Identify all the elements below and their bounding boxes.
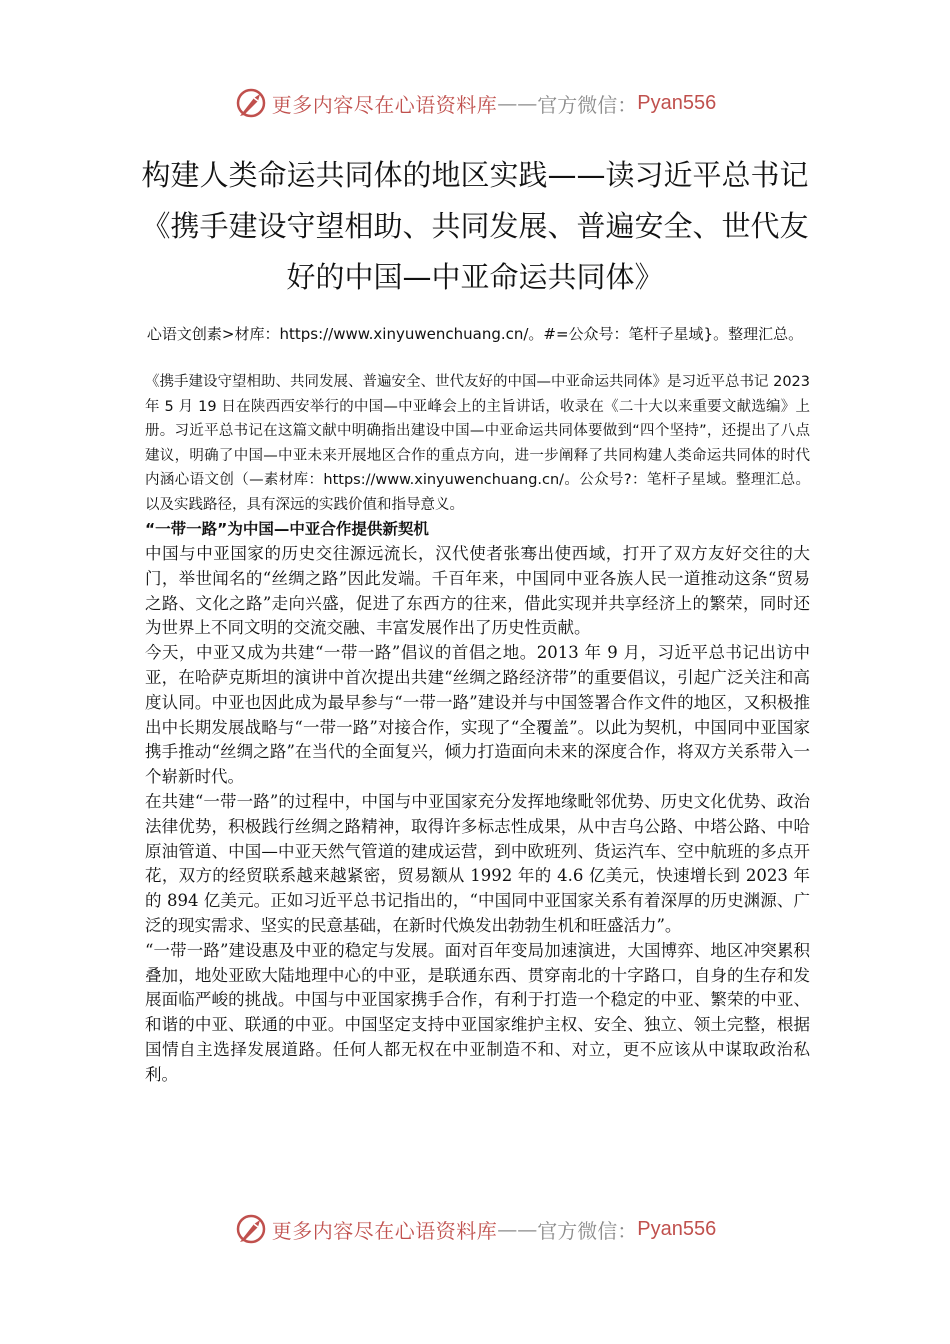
header-banner: [0, 83, 950, 123]
banner-wechat-id: Pyan556: [637, 1217, 717, 1240]
banner-text: 更多内容尽在心语资料库: [271, 92, 498, 117]
body-paragraph-1: 中国与中亚国家的历史交往源远流长，汉代使者张骞出使西域，打开了双方友好交往的大门，举世闻名的“丝绸之路”因此发端。千百年来，中国同中亚各族人民一道推动这条“贸易之路、文化之路”走向兴盛，促进了东西方的往来，借此实现并共享经济上的繁荣，同时还为世界上不同文明的交流交融、丰富发展作出了历史性贡献。: [145, 544, 810, 638]
banner-separator: ——: [497, 1217, 538, 1241]
banner-wechat-label: 官方微信：: [537, 92, 638, 117]
article-body: [145, 370, 810, 1088]
banner-separator: ——: [497, 91, 538, 115]
section-heading: “一带一路”为中国—中亚合作提供新契机: [145, 520, 429, 538]
body-paragraph-3: 在共建“一带一路”的过程中，中国与中亚国家充分发挥地缘毗邻优势、历史文化优势、政治法律优势，积极践行丝绸之路精神，取得许多标志性成果，从中吉乌公路、中塔公路、中哈原油管道、中国—中亚天然气管道的建成运营，到中欧班列、货运汽车、空中航班的多点开花，双方的经贸联系越来越紧密，贸易额从 1992 年的 4.6 亿美元，快速增长到 2023 年的 894 亿美元。正如习近平总书记指出的，“中国同中亚国家关系有着深厚的历史渊源、广泛的现实需求、坚实的民意基础，在新时代焕发出勃勃生机和旺盛活力”。: [145, 791, 810, 935]
body-paragraph-2: 今天，中亚又成为共建“一带一路”倡议的首倡之地。2013 年 9 月，习近平总书记出访中亚，在哈萨克斯坦的演讲中首次提出共建“丝绸之路经济带”的重要倡议，引起广泛关注和高度认同。中亚也因此成为最早参与“一带一路”建设并与中国签署合作文件的地区，又积极推出中长期发展战略与“一带一路”对接合作，实现了“全覆盖”。以此为契机，中国同中亚国家携手推动“丝绸之路”在当代的全面复兴，倾力打造面向未来的深度合作，将双方关系带入一个崭新时代。: [145, 643, 810, 787]
source-note: 心语文创素>材库：https://www.xinyuwenchuang.cn/。#=公众号：笔杆子星域}。整理汇总。: [146, 325, 804, 343]
pen-nib-logo-icon: [234, 86, 268, 120]
body-paragraph-4: “一带一路”建设惠及中亚的稳定与发展。面对百年变局加速演进，大国博弈、地区冲突累积叠加，地处亚欧大陆地理中心的中亚，是联通东西、贯穿南北的十字路口，自身的生存和发展面临严峻的挑战。中国与中亚国家携手合作，有利于打造一个稳定的中亚、繁荣的中亚、和谐的中亚、联通的中亚。中国坚定支持中亚国家维护主权、安全、独立、领土完整，根据国情自主选择发展道路。任何人都无权在中亚制造不和、对立，更不应该从中谋取政治私利。: [145, 940, 810, 1084]
banner-wechat-label: 官方微信：: [537, 1218, 638, 1243]
intro-paragraph: 《携手建设守望相助、共同发展、普遍安全、世代友好的中国—中亚命运共同体》是习近平总书记 2023 年 5 月 19 日在陕西西安举行的中国—中亚峰会上的主旨讲话，收录在《二十大以来重要文献选编》上册。习近平总书记在这篇文献中明确指出建设中国—中亚命运共同体要做到“四个坚持”，还提出了八点建议，明确了中国—中亚未来开展地区合作的重点方向，进一步阐释了共同构建人类命运共同体的时代内涵心语文创（—素材库：https://www.xinyuwenchuang.cn/。公众号?：笔杆子星域。整理汇总。以及实践路径，具有深远的实践价值和指导意义。: [145, 374, 811, 513]
page-title: 构建人类命运共同体的地区实践——读习近平总书记《携手建设守望相助、共同发展、普遍安全、世代友好的中国—中亚命运共同体》: [141, 158, 809, 294]
footer-banner: [0, 1209, 950, 1249]
pen-nib-logo-icon: [234, 1212, 268, 1246]
banner-text: 更多内容尽在心语资料库: [271, 1218, 498, 1243]
banner-wechat-id: Pyan556: [637, 91, 717, 114]
